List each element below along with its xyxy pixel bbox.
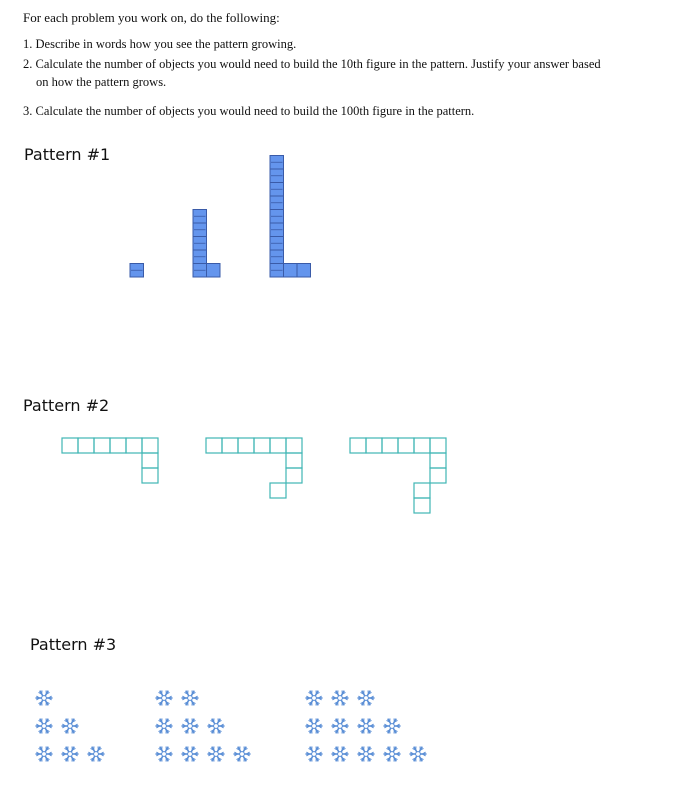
snowflake-icon — [332, 718, 349, 733]
snowflake-icon — [306, 718, 323, 733]
pattern-2-title: Pattern #2 — [23, 396, 110, 415]
snowflake-icon — [358, 718, 375, 733]
snowflake-icon — [156, 746, 173, 761]
snowflake-icon — [62, 718, 79, 733]
snowflake-icon — [156, 718, 173, 733]
snowflake-icon — [208, 746, 225, 761]
snowflake-icon — [306, 690, 323, 705]
instruction-item-2-continued: on how the pattern grows. — [36, 75, 167, 89]
snowflake-icon — [62, 746, 79, 761]
snowflake-icon — [88, 746, 105, 761]
snowflake-icon — [182, 718, 199, 733]
pattern-3-figure-1 — [36, 690, 105, 761]
pattern-3-figure-3 — [306, 690, 427, 761]
snowflake-icon — [332, 746, 349, 761]
snowflake-icon — [36, 718, 53, 733]
instructions-intro: For each problem you work on, do the following: — [23, 10, 280, 25]
snowflake-icon — [182, 690, 199, 705]
snowflake-icon — [332, 690, 349, 705]
snowflake-icon — [358, 746, 375, 761]
snowflake-icon — [182, 746, 199, 761]
pattern-1-title: Pattern #1 — [24, 145, 111, 164]
snowflake-icon — [410, 746, 427, 761]
snowflake-icon — [384, 718, 401, 733]
pattern-3-figure-2 — [156, 690, 251, 761]
snowflake-icon — [156, 690, 173, 705]
snowflake-icon — [358, 690, 375, 705]
snowflake-icon — [384, 746, 401, 761]
snowflake-icon — [234, 746, 251, 761]
snowflake-icon — [208, 718, 225, 733]
instruction-item-1: 1. Describe in words how you see the pattern growing. — [23, 37, 297, 51]
snowflake-icon — [36, 746, 53, 761]
snowflake-icon — [36, 690, 53, 705]
pattern-3-title: Pattern #3 — [30, 635, 117, 654]
instruction-item-2: 2. Calculate the number of objects you would need to build the 10th figure in the pattern. Justify your answer based — [23, 57, 601, 71]
snowflake-icon — [306, 746, 323, 761]
instruction-item-3: 3. Calculate the number of objects you would need to build the 100th figure in the pattern. — [23, 104, 475, 118]
